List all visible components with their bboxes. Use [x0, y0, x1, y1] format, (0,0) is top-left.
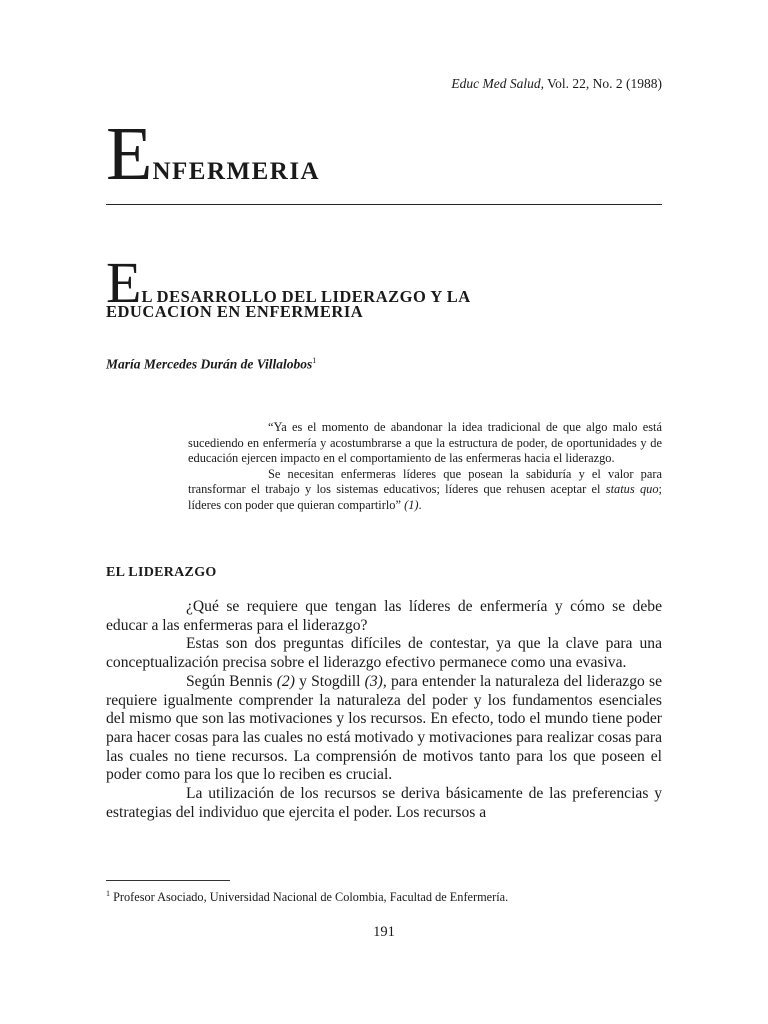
epigraph-text: .: [418, 497, 422, 512]
body-paragraph-3: [106, 673, 662, 785]
body-text-run: y Stogdill: [294, 672, 365, 690]
body-paragraph-1: ¿Qué se requiere que tengan las líderes de enfermería y cómo se debe educar a las enfermeras para el liderazgo?: [106, 598, 662, 634]
article-title-line1: L DESARROLLO DEL LIDERAZGO Y LA: [141, 287, 471, 306]
citation-ref: (1): [404, 497, 419, 512]
body-text: [106, 598, 662, 822]
body-text-run: , para entender la naturaleza del liderazgo se requiere igualmente comprender la naturaleza del poder y los fundamentos esenciales del mismo que son las motivaciones y los recursos. En efecto, todo el mundo tiene poder para hacer cosas para las cuales no está motivado y motivaciones para realizar cosas para las cuales no tiene recursos. La comprensión de motivos tanto para los que poseen el poder como para los que lo reciben es crucial.: [106, 672, 662, 784]
body-text-run: Según Bennis: [186, 672, 277, 690]
epigraph-status-quo: status quo: [605, 482, 659, 497]
journal-reference: [451, 76, 662, 92]
page-number: 191: [373, 924, 395, 940]
epigraph-text: Se necesitan enfermeras líderes que posean la sabiduría y el valor para transformar el trabajo y los sistemas educativos; líderes que rehusen aceptar el: [188, 466, 662, 497]
footnote: [106, 889, 508, 905]
epigraph-quote: [188, 420, 662, 514]
body-paragraph-4: La utilización de los recursos se deriva básicamente de las preferencias y estrategias del individuo que ejercita el poder. Los recursos a: [106, 785, 662, 821]
footnote-divider: [106, 880, 230, 881]
article-title-initial: E: [106, 250, 142, 315]
journal-details: Vol. 22, No. 2 (1988): [547, 76, 662, 91]
section-title: [106, 112, 321, 196]
epigraph-paragraph-2: [188, 467, 662, 514]
epigraph-text: ; líderes con poder que quieran compartirlo”: [188, 482, 662, 512]
body-paragraph-2: Estas son dos preguntas difíciles de contestar, ya que la clave para una conceptualización precisa sobre el liderazgo efectivo permanece como una evasiva.: [106, 635, 662, 672]
section-divider: [106, 204, 662, 205]
citation-ref: (2): [276, 672, 295, 690]
footnote-mark: 1: [106, 889, 110, 898]
journal-name: Educ Med Salud,: [451, 76, 544, 91]
section-title-rest: NFERMERIA: [152, 158, 321, 185]
epigraph-paragraph-1: “Ya es el momento de abandonar la idea tradicional de que algo malo está sucediendo en enfermería y acostumbrarse a que la estructura de poder, de oportunidades y de educación ejercen impacto en el comportamiento de las enfermeras hacia el liderazgo.: [188, 420, 662, 466]
author-footnote-mark: 1: [312, 356, 317, 365]
author-line: [106, 356, 316, 373]
subsection-heading: EL LIDERAZGO: [106, 565, 217, 580]
citation-ref: (3): [364, 672, 383, 690]
footnote-text: Profesor Asociado, Universidad Nacional de Colombia, Facultad de Enfermería.: [110, 890, 509, 905]
author-name: María Mercedes Durán de Villalobos: [106, 356, 313, 372]
section-title-initial: E: [106, 112, 153, 196]
article-title-line2: EDUCACION EN ENFERMERIA: [106, 302, 364, 321]
